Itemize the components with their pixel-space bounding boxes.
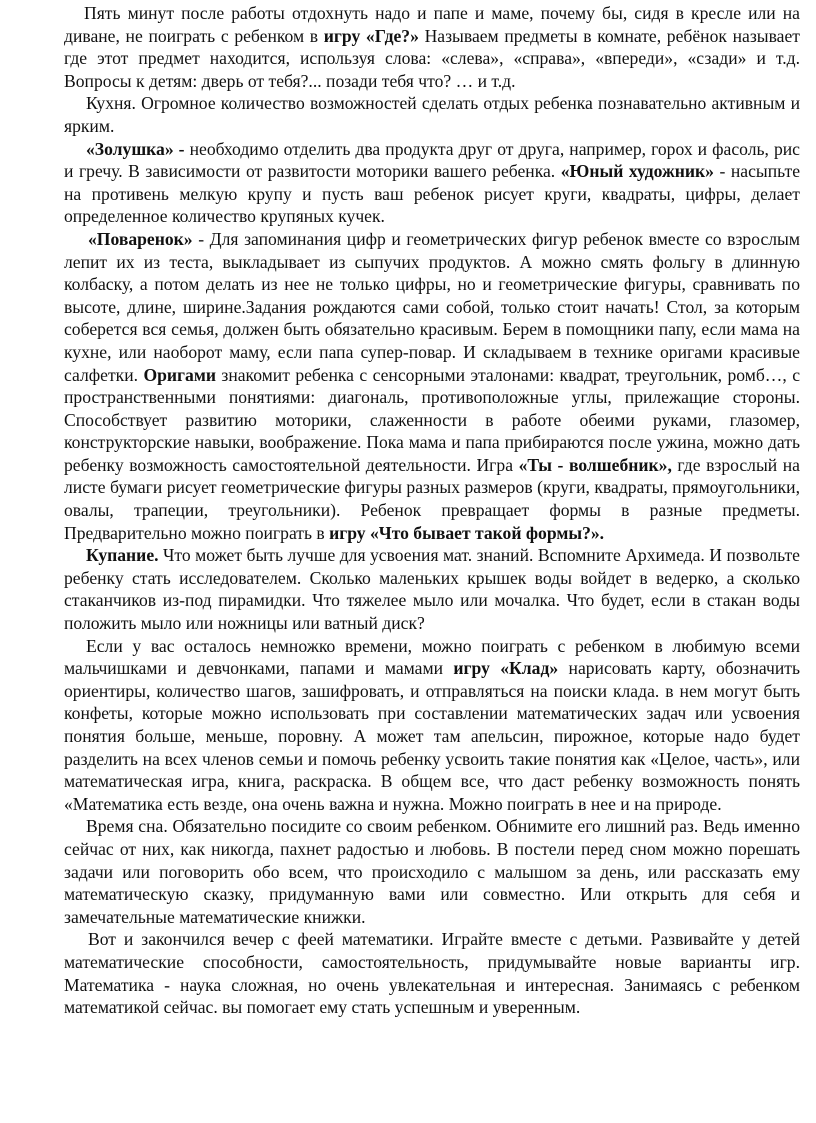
text-run: - Для запоминания цифр и геометрических фигур ребенок вместе со взрослым лепит их из теста, выкладывает из сыпучих продуктов. А можно смять фольгу в длинную колбаску, а потом делать из нее не только цифры, но и геометрические фигуры, сравнивать по высоте, длине, ширине.Задания рождаются сами собой, только стоит начать! Стол, за которым соберется вся семья, должен быть обязательно красивым. Берем в помощники папу, если мама на кухне, или наоборот маму, если папа супер-повар. И складываем в технике оригами красивые салфетки. (64, 228, 800, 385)
text-run: нарисовать карту, обозначить ориентиры, количество шагов, зашифровать, и отправляться на поиски клада. в нем могут быть конфеты, которые можно использовать при составлении математических задач или усвоения понятия больше, меньше, поровну. А может там апельсин, пирожное, которые надо будет разделить на всех членов семьи и помочь ребенку усвоить такие понятия как «Целое, часть», или математическая игра, книга, раскраска. В общем все, что даст ребенку возможность понять «Математика есть везде, она очень важна и нужна. Можно поиграть в нее и на природе. (64, 658, 800, 814)
paragraph-evening-rest (64, 2, 800, 92)
paragraph-treasure (64, 635, 800, 816)
text-run: Пять минут после работы отдохнуть надо и папе и маме, почему бы, сидя в кресле или на диване, не поиграть с ребенком в (64, 3, 800, 46)
game-name-young-artist: «Юный художник» (560, 161, 714, 182)
paragraph-bathing (64, 544, 800, 634)
text-run: Вот и закончился вечер с феей математики. Играйте вместе с детьми. Развивайте у детей математические способности, самостоятельность, придумывайте новые варианты игр. Математика - наука сложная, но очень увлекательная и интересная. Занимаясь с ребенком математикой сейчас. вы помогает ему стать успешным и уверенным. (64, 929, 800, 1018)
paragraph-bedtime (64, 815, 800, 928)
paragraph-conclusion (64, 928, 800, 1018)
game-name-cinderella: «Золушка» - (86, 138, 185, 159)
text-run: где взрослый на листе бумаги рисует геометрические фигуры разных размеров (круги, квадраты, прямоугольники, овалы, трапеции, треугольники). Ребенок превращает формы в разные предметы. Предварительно можно поиграть в (64, 454, 800, 543)
text-run: Время сна. Обязательно посидите со своим ребенком. Обнимите его лишний раз. Ведь именно сейчас от них, как никогда, пахнет радостью и любовь. В постели перед сном можно порешать задачи или поговорить обо всем, что происходило с малышом за день, или рассказать ему математическую сказку, придуманную вами или совместно. Или открыть для себя и замечательные математические книжки. (64, 816, 800, 927)
text-run: Кухня. Огромное количество возможностей сделать отдых ребенка познавательно активным и ярким. (64, 93, 800, 136)
game-name-treasure: игру «Клад» (453, 658, 559, 679)
term-origami: Оригами (143, 364, 216, 385)
text-run: - насыпьте на противень мелкую крупу и пусть ваш ребенок рисует круги, квадраты, цифры, делает определенное количество крупяных кучек. (64, 161, 801, 227)
game-name-what-shape: игру «Что бывает такой формы?». (329, 522, 605, 543)
text-run: знакомит ребенка с сенсорными эталонами: квадрат, треугольник, ромб…, с пространственными понятиями: диагональ, противоположные углы, прилежащие стороны. Способствует развитию моторики, слаженности в работе обеими руками, глазомер, конструкторские навыки, воображение. Пока мама и папа прибираются после ужина, можно дать ребенку возможность самостоятельной деятельности. Игра (64, 364, 800, 475)
section-bathing: Купание. (86, 545, 159, 566)
text-run: Если у вас осталось немножко времени, можно поиграть с ребенком в любимую всеми мальчишками и девчонками, папами и мамами (64, 635, 800, 679)
text-run: необходимо отделить два продукта друг от друга, например, горох и фасоль, рис и гречу. В зависимости от развитости моторики вашего ребенка. (64, 138, 800, 182)
paragraph-kitchen (64, 92, 800, 137)
game-name-little-cook: «Поваренок» (88, 228, 193, 249)
game-name-wizard: «Ты - волшебник», (518, 454, 672, 475)
text-run: Что может быть лучше для усвоения мат. знаний. Вспомните Архимеда. И позвольте ребенку стать исследователем. Сколько маленьких крышек воды войдет в ведерко, а сколько стаканчиков из-под пирамидки. Что тяжелее мыло или мочалка. Что будет, если в стакан воды положить мыло или ножницы или ватный диск? (64, 545, 800, 634)
text-run: Называем предметы в комнате, ребёнок называет где этот предмет находится, используя слова: «слева», «справа», «впереди», «сзади» и т.д. Вопросы к детям: дверь от тебя?... позади тебя что? … и т.д. (64, 25, 800, 91)
paragraph-cinderella (64, 138, 800, 228)
paragraph-little-cook (64, 228, 800, 544)
game-name-where: игру «Где?» (323, 25, 419, 46)
